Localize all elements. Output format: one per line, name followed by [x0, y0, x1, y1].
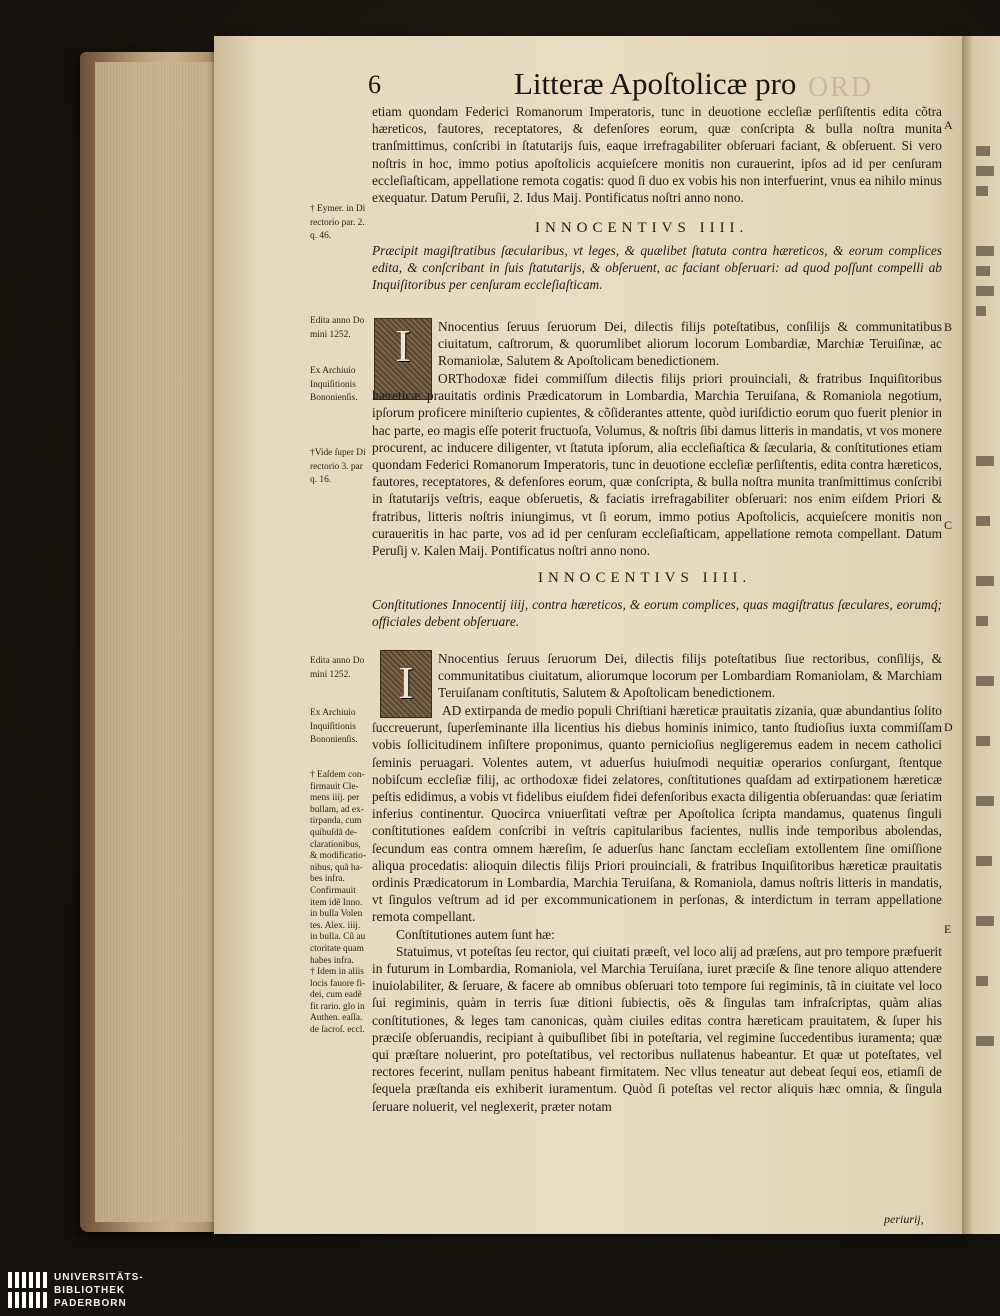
note-line: † Eymer. in Di — [310, 204, 366, 214]
note-line: de ſacroſ. eccl. — [310, 1025, 365, 1036]
library-logo-icon — [8, 1270, 48, 1310]
note-line: rectorio par. 2. — [310, 217, 365, 228]
note-line: mini 1252. — [310, 329, 351, 340]
page-edges — [95, 62, 230, 1222]
section2-summary: Conſtitutiones Innocentij iiij, contra hæreticos, & eorum complices, quas magiſtratus ſæculares, eorumq́; officiales debent obſeruare. — [372, 597, 942, 630]
marginal-note-eymer — [310, 204, 365, 245]
section1-para1: Nnocentius ſeruus ſeruorum Dei, dilectis filijs poteſtatibus, conſilijs & communitatibus ciuitatum, caſtrorum, & quorumlibet aliorum locorum Lombardiæ, Marchiæ Teruiſinæ, ac Romaniolæ, Salutem & Apoſtolicam benedictionem. — [438, 319, 942, 369]
side-letter-c: C — [944, 518, 953, 532]
note-line: fit rario. glo in — [310, 1001, 365, 1012]
note-line: tes. Alex. iiij. — [310, 920, 361, 931]
note-line: in bulla Volen — [310, 909, 363, 920]
note-line: Inquiſitionis — [310, 379, 356, 390]
marginal-note-archive-1 — [310, 366, 358, 407]
note-line: & modificatio- — [310, 851, 366, 862]
show-through-text: ORD — [808, 72, 874, 103]
note-line: habes infra. — [310, 955, 354, 966]
note-line: mini 1252. — [310, 669, 351, 680]
note-line: locis fauore fi- — [310, 978, 366, 989]
marginal-note-date-2 — [310, 656, 364, 683]
note-line: †Vide ſuper Di — [310, 448, 366, 458]
note-line: dei, cum eadẽ — [310, 990, 362, 1001]
note-line: q. 46. — [310, 231, 332, 242]
note-line: † Idem in aliis — [310, 967, 364, 978]
section1-heading: INNOCENTIVS IIII. — [535, 220, 749, 236]
section2-address — [438, 650, 942, 702]
logo-line-2: BIBLIOTHEK — [54, 1285, 126, 1296]
note-line: Bononienſis. — [310, 735, 358, 746]
side-letter-d: D — [944, 720, 953, 734]
section2-para4: Statuimus, vt poteſtas ſeu rector, qui ciuitati præeſt, vel loco alij ad præſens, aut pro tempore præfuerit in futurum in Lombardia, Romaniola, vel Marchia Teruiſana, iuret præciſe & ſine tenore aliquo attendere inuiolabiliter, & ſeruare, & facere ab omnibus obſeruari toto tempore ſui regiminis, tã in ciuitate vel loco ſui regiminis, quàm in terris ſuæ ditioni ſubiectis, oẽs & ſingulas tam infraſcriptas, quàm alias conſtitutiones, & leges tam canonicas, quàm ciuiles editas contra hæreticam prauitatem, & ſuper his præciſe obſeruandis, recipiant à quibuſlibet ſibi in poteſtaria, vel regimine ſuccedentibus iuramenta; quæ qui præſtare noluerint, pro poteſtatibus, vel rectoribus nullatenus habeantur. Et quæ ut poteſtates, vel rectores fecerint, nullam penitus habeant firmitatem. Nec vllus teneatur aut debeat ſequi eos, etiamſi de ſequela præſtanda eis exhiberit iuramentum. Quòd ſi poteſtas vel rector aliquis hæc omnia, & ſingula ſeruare noluerit, vel neglexerit, præter notam — [372, 943, 942, 1114]
marginal-note-confirmations — [310, 770, 376, 1037]
note-line: bes infra. — [310, 874, 345, 885]
note-line: nibus, quã ha- — [310, 862, 363, 873]
side-letter-a: A — [944, 118, 953, 132]
note-line: ctoritate quam — [310, 943, 364, 954]
note-line: Edita anno Do — [310, 656, 365, 666]
section1-para2: ORThodoxæ fidei commiſſum dilectis filijs priori prouinciali, & fratribus Inquiſitoribus hæreticæ prauitatis ordinis Prædicatorum in Lombardia, Marchia Teruiſana, & Romaniola negotium, ipſorum proficere miniſterio cupientes, & cõſiderantes attente, quòd iuriſdictio eorum quo fuerit plenior in hac parte, eo magis eſſe poterit fructuoſa, Volumus, & noſtris ſibi damus litteris in mandatis, vt vos monere procurent, ac inducere diligenter, vt ſtatuta ipſorum, alia eccleſiaſtica & ſæcularia, & conſtitutiones etiam quondam Federici Romanorum Imperatoris, tunc in deuotione eccleſiæ perſiſtentis, edita contra hæreticos, fautores, receptatores, & defenſores eorum, quæ conſcripta, & bulla noſtra munita tranſmittimus conſcribi in ſtatutarijs veſtris, eaque obſeruetis, & faciatis irrefragabiliter obſeruari: nos enim eiſdem Priori & fratribus, litteris noſtris iniungimus, vt ſi eorum, immo potius Apoſtolicis, acquieſcere monitis non curaueritis in hac parte, vos ad id per cenſuram eccleſiaſticam, appellatione remota compellant. Datum Peruſij v. Kalen Maij. Pontificatus noſtri anno nono. — [372, 371, 942, 559]
note-line: Edita anno Do — [310, 316, 365, 326]
note-line: q. 16. — [310, 475, 332, 486]
section1-address — [438, 318, 942, 370]
note-line: † Eaſdem con- — [310, 770, 365, 780]
marginal-note-directorio — [310, 448, 366, 489]
section1-summary: Præcipit magiſtratibus ſæcularibus, vt leges, & quælibet ſtatuta contra hæreticos, & eorum complices edita, & conſcribant in ſuis ſtatutarijs, & obſeruent, ac faciant obſeruari: ad quod poſſunt compelli ab Inquiſitoribus per cenſuram eccleſiaſticam. — [372, 243, 942, 293]
note-line: Bononienſis. — [310, 393, 358, 404]
decorated-initial-1-letter: I — [395, 320, 411, 371]
note-line: rectorio 3. par — [310, 461, 363, 472]
note-line: item idẽ Inno. — [310, 897, 363, 908]
note-line: mens iiij. per — [310, 793, 360, 804]
section1-body — [372, 370, 942, 559]
opening-text: etiam quondam Federici Romanorum Imperatoris, tunc in deuotione eccleſiæ perſiſtentis edita cõtra hæreticos, fautores, receptatores, & defenſores eorum, quæ conſcripta & bulla noſtra munita tranſmittimus, conſcribi in ſtatutarijs ſuis, eaque irrefragabiliter obſeruari faciant, & obſeruent. Si vero noſtris in hoc, immo potius apoſtolicis acquieſcere monitis non curauerint, ipſos ad id per cenſuram eccleſiaſticam, appellatione remota cogatis: quod ſi duo ex vobis his non interfuerint, vnus ea nihilo minus exequatur. Datum Peruſii, 2. Idus Maij. Pontificatus noſtri anno nono. — [372, 104, 942, 206]
section2-para1: Nnocentius ſeruus ſeruorum Dei, dilectis filijs poteſtatibus ſiue rectoribus, conſilijs, & communitatibus ciuitatum, aliorumque locorum per Lombardiam Romaniolam, & Marchiam Teruiſanam conſtitutis, Salutem & Apoſtolicam benedictionem. — [438, 651, 942, 701]
facing-page-edge — [962, 36, 1000, 1234]
note-line: bullam, ad ex- — [310, 804, 364, 815]
note-line: Inquiſitionis — [310, 721, 356, 732]
note-line: Authen. eaſſa. — [310, 1013, 363, 1024]
note-line: clarationibus, — [310, 839, 361, 850]
logo-line-1: UNIVERSITÄTS- — [54, 1272, 144, 1283]
opening-paragraph — [372, 103, 942, 206]
section2-para3: Conſtitutiones autem ſunt hæ: — [396, 926, 555, 942]
logo-line-3: PADERBORN — [54, 1298, 127, 1309]
note-line: Ex Archiuio — [310, 708, 356, 718]
note-line: in bulla. Cũ au — [310, 932, 366, 943]
side-letter-e: E — [944, 922, 952, 936]
section2-body — [372, 702, 942, 1115]
marginal-note-date-1 — [310, 316, 364, 343]
page-number: 6 — [368, 70, 381, 99]
note-line: quibuſdã de- — [310, 827, 358, 838]
section2-para2: AD extirpanda de medio populi Chriſtiani hæreticæ prauitatis zizania, quæ abundantius ſolito ſuccreuerunt, ſuperſeminante illa licentius his diebus hominis inimico, tanto ſtudioſius iuxta commiſſam vobis ſollicitudinem inſiſtere proponimus, quanto pernicioſius negligeremus eadem in necem catholici ſeminis peruagari. Volentes autem, vt aduerſus huiuſmodi nequitiæ operarios conſurgant, ſtentque nobiſcum eccleſiæ filij, ac orthodoxæ fidei zelatores, conſtitutiones quaſdam ad extirpationem hæreticæ peſtis edidimus, a vobis vt fidelibus eiuſdem fidei defenſoribus exacta diligentia obſeruandas: quæ ſeriatim inferius continentur. Quocirca vniuerſitati veſtræ per Apoſtolica ſcripta mandamus, quatenus ſinguli conſtitutiones eaſdem conſcribi in veſtris capitularibus facientes, nullis inde temporibus abolendas, ſecundum eas contra omnem hæreſim, ſe aduerſus hanc ſanctam eccleſiam extollentem ſine omiſſione aliqua procedatis: alioquin dilectis filijs Priori prouinciali, & fratribus Inquiſitoribus hæreticæ prauitatis ordinis Prædicatorum in Lombardia, Marchia Teruiſana, & Romaniola, damus noſtris litteris in mandatis, vt ſingulos veſtrum ad id per excommunicationem in perſonas, & interdictum in terram appellatione remota compellant. — [372, 703, 942, 925]
note-line: tirpanda, cum — [310, 816, 362, 827]
decorated-initial-2-letter: I — [398, 657, 414, 708]
side-letter-b: B — [944, 320, 953, 334]
library-footer — [0, 1266, 1000, 1316]
section2-heading: INNOCENTIVS IIII. — [538, 570, 752, 586]
note-line: Ex Archiuio — [310, 366, 356, 376]
note-line: Confirmauit — [310, 885, 356, 896]
marginal-note-archive-2 — [310, 708, 358, 749]
catchword: periurij, — [884, 1212, 924, 1226]
running-head: Litteræ Apoſtolicæ pro — [514, 66, 797, 101]
note-line: firmauit Cle- — [310, 781, 359, 792]
